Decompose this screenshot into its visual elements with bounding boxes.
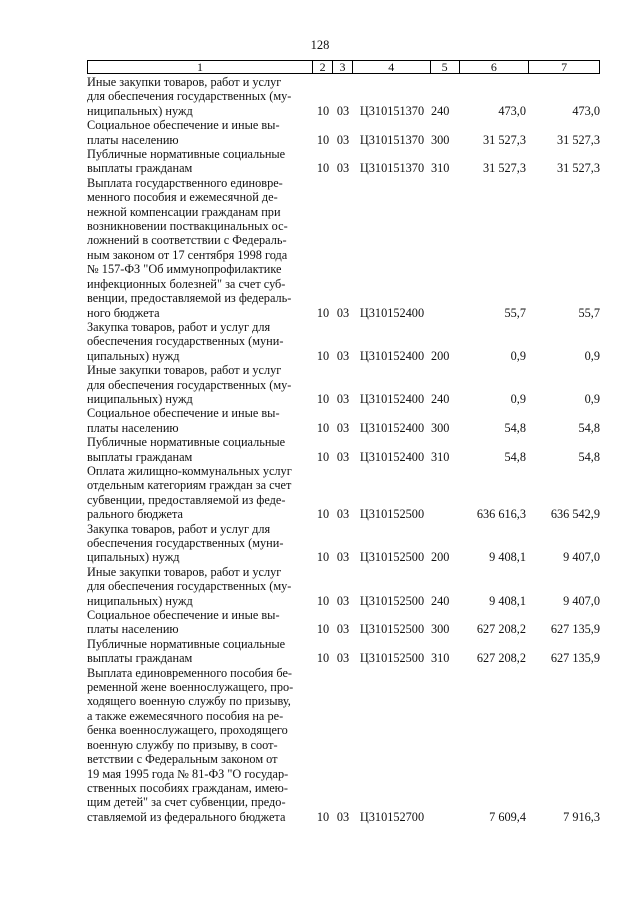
row-subsection: 03: [336, 593, 350, 608]
row-section: 10: [316, 161, 330, 176]
table-row: [87, 608, 600, 637]
row-target-code: Ц310152400: [359, 449, 425, 464]
row-target-code: Ц310152500: [359, 593, 425, 608]
row-description: Закупка товаров, работ и услуг для обеспечения государственных (муни- ципальных) нужд: [87, 319, 284, 363]
page-number: 128: [310, 38, 330, 52]
row-description: Закупка товаров, работ и услуг для обеспечения государственных (муни- ципальных) нужд: [87, 521, 284, 565]
table-body: [87, 75, 600, 824]
row-value-1: 54,8: [504, 420, 526, 435]
row-target-code: Ц310152400: [359, 348, 425, 363]
row-value-2: 0,9: [584, 348, 600, 363]
table-row: [87, 176, 600, 320]
row-expense-type: 200: [431, 348, 450, 363]
row-target-code: Ц310152400: [359, 305, 425, 320]
row-target-code: Ц310152500: [359, 507, 425, 522]
row-value-2: 31 527,3: [556, 132, 600, 147]
row-expense-type: 310: [431, 651, 450, 666]
row-description: Оплата жилищно-коммунальных услуг отдельным категориям граждан за счет субвенции, предоставляемой из феде- рального бюджета: [87, 463, 292, 522]
row-value-1: 54,8: [504, 449, 526, 464]
row-target-code: Ц310151370: [359, 161, 425, 176]
row-description: Иные закупки товаров, работ и услуг для обеспечения государственных (му- ниципальных) нужд: [87, 363, 292, 406]
row-expense-type: 310: [431, 161, 450, 176]
table-row: [87, 565, 600, 608]
row-section: 10: [316, 622, 330, 637]
row-target-code: Ц310151370: [359, 132, 425, 147]
row-section: 10: [316, 391, 330, 406]
row-target-code: Ц310152400: [359, 391, 425, 406]
row-section: 10: [316, 507, 330, 522]
row-target-code: Ц310152500: [359, 622, 425, 637]
row-expense-type: 300: [431, 622, 450, 637]
table-row: [87, 637, 600, 666]
header-col-7: 7: [561, 60, 568, 74]
row-description: Социальное обеспечение и иные вы- платы населению: [87, 118, 280, 147]
row-target-code: Ц310152500: [359, 550, 425, 565]
table-row: [87, 435, 600, 464]
row-description: Иные закупки товаров, работ и услуг для обеспечения государственных (му- ниципальных) нужд: [87, 564, 292, 608]
row-value-2: 54,8: [578, 449, 600, 464]
row-expense-type: 200: [431, 550, 450, 565]
row-value-2: 54,8: [578, 420, 600, 435]
row-subsection: 03: [336, 622, 350, 637]
header-col-5: 5: [431, 61, 460, 73]
row-value-1: 627 208,2: [476, 622, 526, 637]
row-value-1: 636 616,3: [476, 507, 526, 522]
row-section: 10: [316, 420, 330, 435]
row-value-2: 7 916,3: [563, 809, 600, 824]
row-description: Иные закупки товаров, работ и услуг для обеспечения государственных (му- ниципальных) нужд: [87, 75, 292, 118]
row-value-2: 636 542,9: [550, 507, 600, 522]
row-description: Публичные нормативные социальные выплаты гражданам: [87, 147, 286, 176]
row-section: 10: [316, 348, 330, 363]
row-target-code: Ц310152700: [359, 809, 425, 824]
row-value-1: 473,0: [498, 103, 526, 118]
row-value-2: 627 135,9: [550, 622, 600, 637]
row-expense-type: 300: [431, 132, 450, 147]
table-row: [87, 666, 600, 824]
row-value-2: 55,7: [578, 305, 600, 320]
row-value-2: 473,0: [572, 103, 600, 118]
header-col-4: 4: [353, 61, 431, 73]
row-value-1: 9 408,1: [489, 593, 526, 608]
row-subsection: 03: [336, 103, 350, 118]
row-target-code: Ц310152400: [359, 420, 425, 435]
row-value-1: 627 208,2: [476, 651, 526, 666]
row-target-code: Ц310152500: [359, 651, 425, 666]
row-description: Выплата государственного единовре- менного пособия и ежемесячной де- нежной компенсации гражданам при возникновении поствакцинальных ос- ложнений в соответствии с Федераль- ным законом от 17 сентября 1998 года № 157-ФЗ "Об иммунопрофилактике инфекционных болезней" за счет суб- венции, предоставляемой из федераль- ного бюджета: [87, 175, 292, 320]
row-value-1: 31 527,3: [482, 161, 526, 176]
table-row: [87, 118, 600, 147]
row-value-1: 0,9: [510, 348, 526, 363]
row-description: Социальное обеспечение и иные вы- платы населению: [87, 608, 280, 637]
table-row: [87, 464, 600, 522]
row-description: Выплата единовременного пособия бе- ременной жене военнослужащего, про- ходящего военную службу по призыву, а также ежемесячного пособия на ре- бенка военнослужащего, проходящего военную службу по призыву, в соот- ветствии с Федеральным законом от 19 мая 1995 года № 81-ФЗ "О государ- ственных пособиях гражданам, имею- щим детей" за счет субвенции, предо- ставляемой из федерального бюджета: [87, 665, 294, 824]
row-subsection: 03: [336, 391, 350, 406]
row-value-2: 31 527,3: [556, 161, 600, 176]
row-expense-type: 300: [431, 420, 450, 435]
row-value-2: 9 407,0: [563, 593, 600, 608]
table-row: [87, 406, 600, 435]
table-row: [87, 75, 600, 118]
header-col-1: 1: [88, 61, 313, 73]
header-col-3: 3: [333, 61, 353, 73]
row-value-1: 7 609,4: [489, 809, 526, 824]
row-section: 10: [316, 305, 330, 320]
row-expense-type: 240: [431, 103, 450, 118]
row-description: Публичные нормативные социальные выплаты гражданам: [87, 435, 286, 464]
header-col-2: 2: [313, 61, 333, 73]
row-value-2: 9 407,0: [563, 550, 600, 565]
row-subsection: 03: [336, 809, 350, 824]
row-section: 10: [316, 651, 330, 666]
row-value-1: 31 527,3: [482, 132, 526, 147]
row-description: Социальное обеспечение и иные вы- платы населению: [87, 406, 280, 435]
row-expense-type: 310: [431, 449, 450, 464]
row-target-code: Ц310151370: [359, 103, 425, 118]
table-row: [87, 522, 600, 565]
row-section: 10: [316, 132, 330, 147]
row-subsection: 03: [336, 651, 350, 666]
table-header: [87, 60, 600, 74]
row-description: Публичные нормативные социальные выплаты гражданам: [87, 636, 286, 666]
row-subsection: 03: [336, 348, 350, 363]
header-col-6: 6: [460, 61, 530, 73]
row-value-2: 0,9: [584, 391, 600, 406]
row-section: 10: [316, 449, 330, 464]
row-value-1: 0,9: [510, 391, 526, 406]
row-subsection: 03: [336, 305, 350, 320]
row-section: 10: [316, 103, 330, 118]
row-value-1: 9 408,1: [489, 550, 526, 565]
row-subsection: 03: [336, 161, 350, 176]
row-subsection: 03: [336, 132, 350, 147]
row-section: 10: [316, 809, 330, 824]
row-expense-type: 240: [431, 593, 450, 608]
row-value-2: 627 135,9: [550, 651, 600, 666]
row-subsection: 03: [336, 507, 350, 522]
row-expense-type: 240: [431, 391, 450, 406]
row-subsection: 03: [336, 420, 350, 435]
row-section: 10: [316, 593, 330, 608]
table-row: [87, 147, 600, 176]
row-section: 10: [316, 550, 330, 565]
table-row: [87, 320, 600, 363]
row-subsection: 03: [336, 550, 350, 565]
row-value-1: 55,7: [504, 305, 526, 320]
table-row: [87, 363, 600, 406]
row-subsection: 03: [336, 449, 350, 464]
